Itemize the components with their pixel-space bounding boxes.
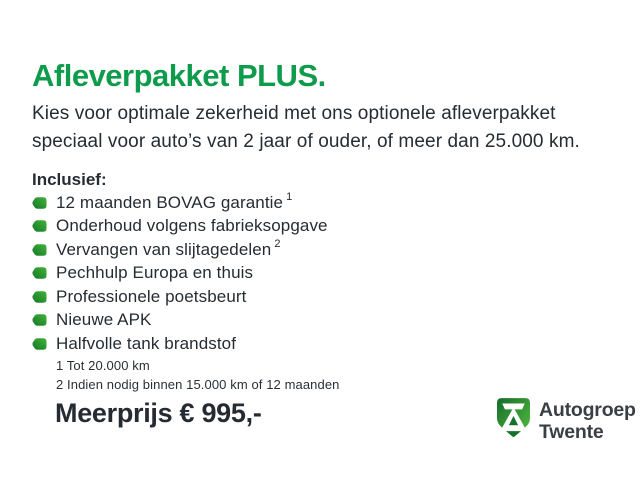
intro-line-2: speciaal voor auto’s van 2 jaar of ouder, of meer dan 25.000 km. <box>32 131 580 152</box>
list-item <box>32 215 331 239</box>
bullet-shield-icon <box>32 338 47 350</box>
page-title: Afleverpakket PLUS. <box>32 58 326 93</box>
bullet-shield-icon <box>32 267 47 279</box>
brand-name-line-1: Autogroep <box>539 399 636 421</box>
bullet-shield-icon <box>32 220 47 232</box>
list-item-label: Professionele poetsbeurt <box>56 286 247 306</box>
list-item-label: Nieuwe APK <box>56 310 152 330</box>
footnote-1: 1 Tot 20.000 km <box>56 358 150 373</box>
bullet-shield-icon <box>32 291 47 303</box>
list-item <box>32 238 331 262</box>
brand-logo <box>495 392 636 444</box>
bullet-shield-icon <box>32 244 47 256</box>
logo-shield-icon <box>495 392 532 444</box>
list-item-label: Pechhulp Europa en thuis <box>56 263 254 283</box>
list-item <box>32 191 331 215</box>
list-item <box>32 332 331 356</box>
footnote-2: 2 Indien nodig binnen 15.000 km of 12 maanden <box>56 377 340 392</box>
footnote-ref: 2 <box>274 237 281 250</box>
bullet-shield-icon <box>32 314 47 326</box>
list-item <box>32 285 331 309</box>
list-item <box>32 262 331 286</box>
list-item-label: 12 maanden BOVAG garantie <box>56 192 284 212</box>
bullet-shield-icon <box>32 197 47 209</box>
feature-list <box>32 191 331 356</box>
footnote-ref: 1 <box>286 190 293 203</box>
list-item-label: Halfvolle tank brandstof <box>56 333 237 353</box>
list-header: Inclusief: <box>32 170 107 189</box>
list-item-label: Vervangen van slijtagedelen <box>56 239 272 259</box>
list-item-label: Onderhoud volgens fabrieksopgave <box>56 216 328 236</box>
brand-name-line-2: Twente <box>539 421 604 443</box>
intro-line-1: Kies voor optimale zekerheid met ons optionele afleverpakket <box>32 103 556 124</box>
brand-name <box>539 399 636 443</box>
intro-text <box>32 100 580 156</box>
list-item <box>32 309 331 333</box>
footnotes <box>56 356 340 394</box>
price-label: Meerprijs € 995,- <box>55 398 262 428</box>
